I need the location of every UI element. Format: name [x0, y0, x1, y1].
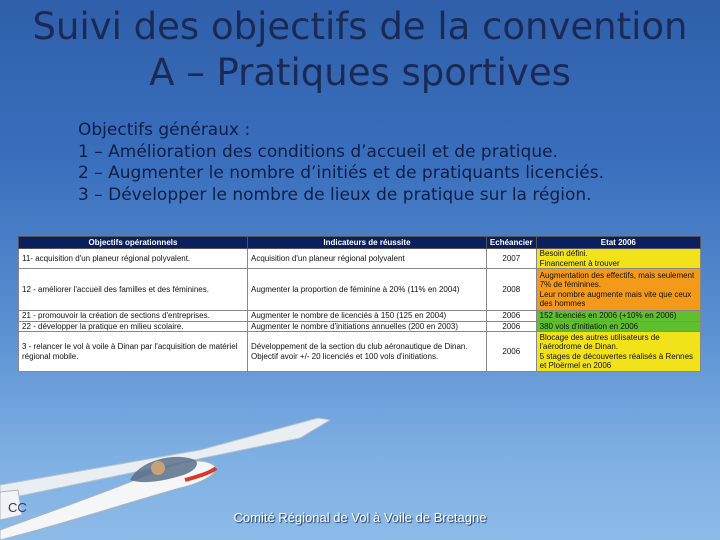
objective-cell: 22 - développer la pratique en milieu scolaire.: [19, 321, 248, 332]
status-cell: [536, 249, 700, 269]
table-row: [19, 249, 701, 269]
footer-organization: Comité Régional de Vol à Voile de Bretagne: [233, 510, 487, 525]
year-cell: 2006: [486, 321, 536, 332]
general-goals: [78, 120, 604, 206]
objective-cell: 21 - promouvoir la création de sections d'entreprises.: [19, 311, 248, 322]
goal-item-3: 3 – Développer le nombre de lieux de pratique sur la région.: [78, 184, 592, 205]
year-cell: 2007: [486, 249, 536, 269]
status-line: Leur nombre augmente mais vite que ceux des hommes: [539, 289, 692, 308]
header-status: Etat 2006: [536, 237, 700, 249]
goal-item-2: 2 – Augmenter le nombre d’initiés et de pratiquants licenciés.: [78, 163, 605, 183]
header-objectives: Objectifs opérationnels: [19, 237, 248, 249]
objective-cell: 12 - améliorer l'accueil des familles et des féminines.: [19, 269, 248, 311]
table-row: [19, 332, 701, 372]
status-cell: 380 vols d'initiation en 2006: [536, 321, 700, 332]
objective-cell: 3 - relancer le vol à voile à Dinan par l'acquisition de matériel régional mobile.: [19, 332, 248, 372]
goals-heading: Objectifs généraux :: [78, 120, 251, 140]
table-row: [19, 269, 701, 311]
indicator-cell: Acquisition d'un planeur régional polyvalent: [247, 249, 486, 269]
status-line: Financement à trouver: [539, 258, 620, 268]
year-cell: 2008: [486, 269, 536, 311]
status-line: Augmentation des effectifs, mais seulement 7% de féminines.: [539, 270, 695, 289]
status-cell: [536, 332, 700, 372]
indicator-cell: Augmenter le nombre de licenciés à 150 (125 en 2004): [247, 311, 486, 322]
title-line-2: A – Pratiques sportives: [149, 51, 571, 94]
header-indicators: Indicateurs de réussite: [247, 237, 486, 249]
indicator-cell: Augmenter le nombre d'initiations annuelles (200 en 2003): [247, 321, 486, 332]
indicator-cell: Augmenter la proportion de féminine à 20% (11% en 2004): [247, 269, 486, 311]
slide-title: [0, 4, 720, 96]
table-row: [19, 311, 701, 322]
objectives-table: [18, 236, 701, 372]
objective-cell: 11- acquisition d'un planeur régional polyvalent.: [19, 249, 248, 269]
glider-marking: CC: [8, 500, 27, 515]
table-row: [19, 321, 701, 332]
status-cell: 152 licenciés en 2006 (+10% en 2006): [536, 311, 700, 322]
year-cell: 2006: [486, 311, 536, 322]
status-cell: [536, 269, 700, 311]
table-header-row: [19, 237, 701, 249]
indicator-cell: Développement de la section du club aéronautique de Dinan. Objectif avoir +/- 20 licenciés et 100 vols d'initiations.: [247, 332, 486, 372]
status-line: 5 stages de découvertes réalisés à Rennes et Ploërmel en 2006: [539, 351, 694, 370]
title-line-1: Suivi des objectifs de la convention: [32, 5, 688, 48]
year-cell: 2006: [486, 332, 536, 372]
status-line: Blocage des autres utilisateurs de l'aérodrome de Dinan.: [539, 332, 660, 351]
goal-item-1: 1 – Amélioration des conditions d’accueil et de pratique.: [78, 141, 558, 162]
status-line: Besoin défini.: [539, 249, 588, 258]
header-schedule: Echéancier: [486, 237, 536, 249]
